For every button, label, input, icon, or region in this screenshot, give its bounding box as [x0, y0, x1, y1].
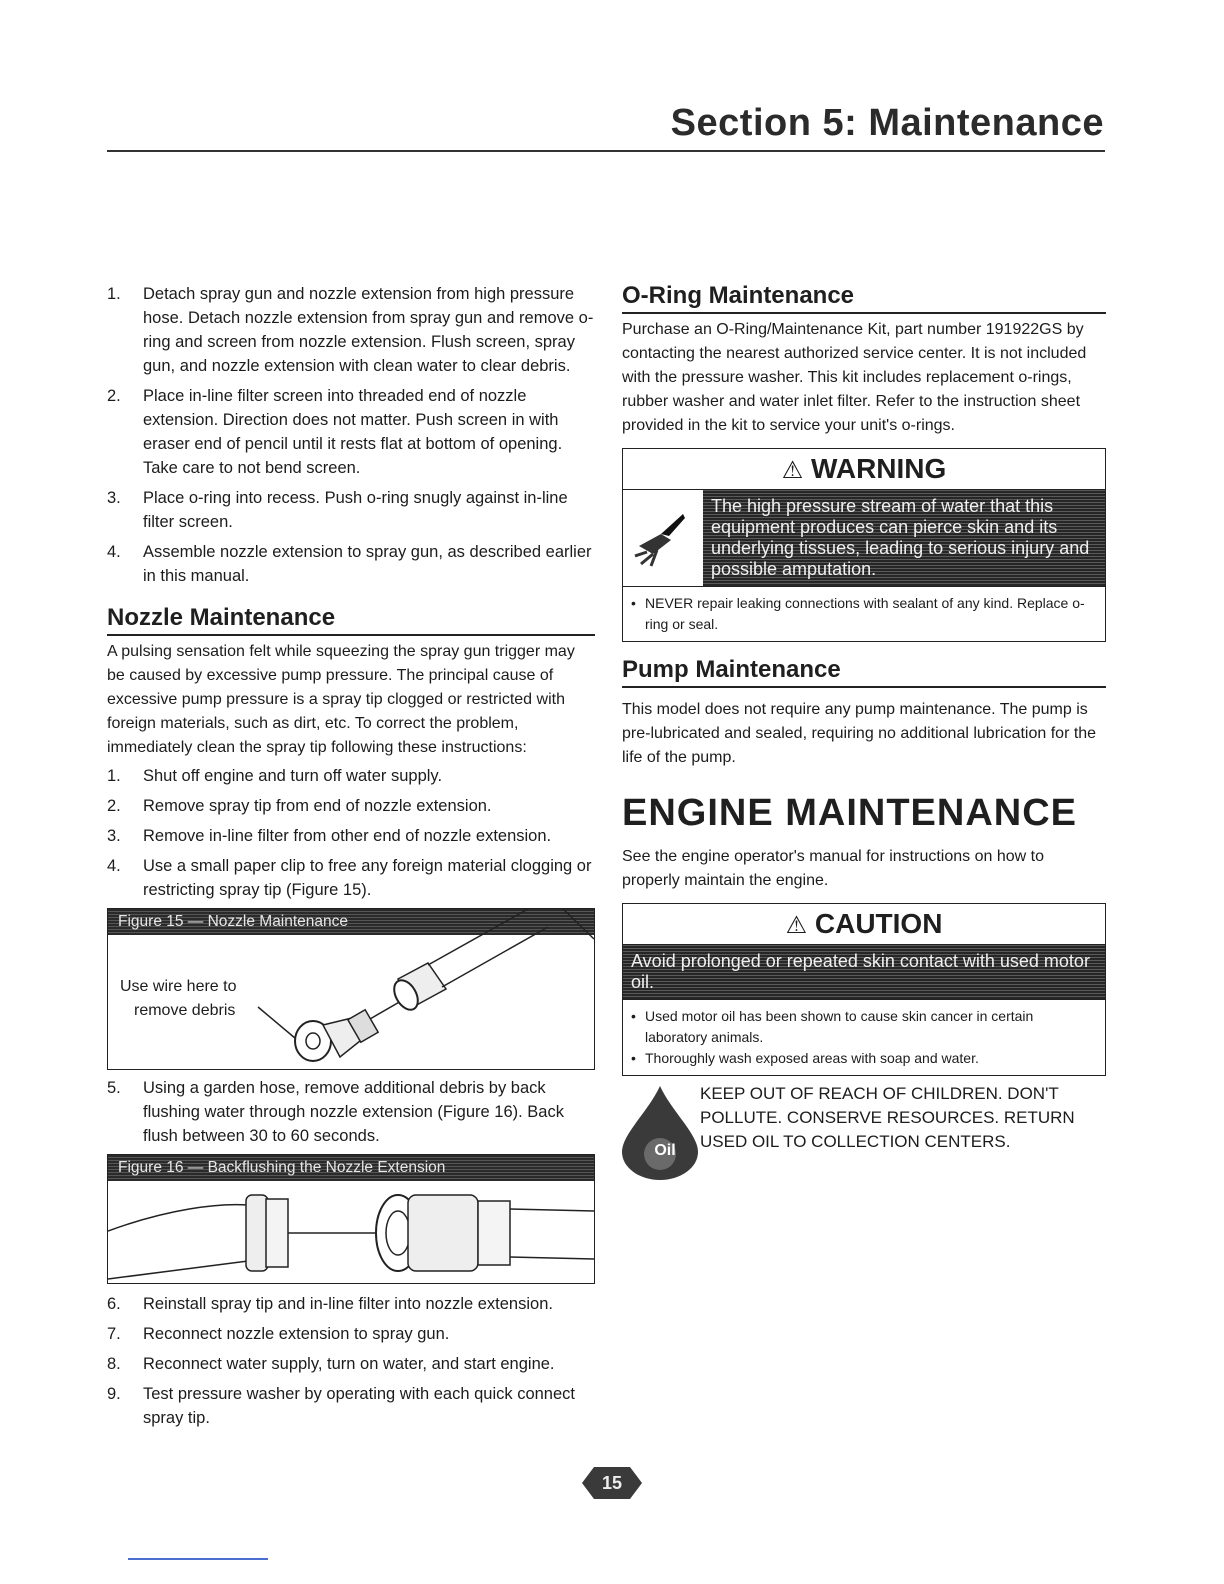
list-item: 3. Place o-ring into recess. Push o-ring snugly against in-line filter screen.	[107, 489, 568, 531]
figure-16-caption: Figure 16 — Backflushing the Nozzle Extension	[108, 1155, 594, 1181]
caution-box	[622, 903, 1106, 1076]
backflush-illustration	[108, 1179, 594, 1283]
pump-body: This model does not require any pump maintenance. The pump is pre-lubricated and sealed, requiring no additional lubrication for the life of the pump.	[622, 701, 1097, 766]
left-column	[107, 282, 595, 1436]
figure-15-label: Use wire here to remove debris	[120, 978, 237, 1019]
warning-body	[623, 489, 1105, 586]
footer-rule	[128, 1558, 268, 1560]
page-number-badge	[580, 1463, 644, 1503]
nozzle-steps-list-b	[107, 1076, 595, 1148]
caution-message: Avoid prolonged or repeated skin contact with used motor oil.	[623, 944, 1105, 999]
high-pressure-injury-icon	[623, 490, 703, 586]
list-item: • Used motor oil has been shown to cause skin cancer in certain laboratory animals.	[631, 1006, 1097, 1048]
warning-bullets	[623, 586, 1105, 641]
list-item: 5. Using a garden hose, remove additional debris by back flushing water through nozzle extension (Figure 16). Back flush between 30 to 60 seconds.	[107, 1079, 564, 1145]
nozzle-heading: Nozzle Maintenance	[107, 604, 595, 636]
nozzle-steps-list-c	[107, 1292, 595, 1430]
list-item: 9. Test pressure washer by operating with each quick connect spray tip.	[107, 1385, 575, 1427]
list-item: 1. Shut off engine and turn off water supply.	[107, 767, 443, 785]
list-item: • NEVER repair leaking connections with sealant of any kind. Replace o-ring or seal.	[631, 593, 1097, 635]
oring-steps-list	[107, 282, 595, 588]
oring-heading: O-Ring Maintenance	[622, 282, 1106, 314]
oil-recycle-icon	[618, 1082, 702, 1182]
recycle-text: KEEP OUT OF REACH OF CHILDREN. DON'T POLLUTE. CONSERVE RESOURCES. RETURN USED OIL TO COLLECTION CENTERS.	[700, 1084, 1075, 1151]
list-item: • Thoroughly wash exposed areas with soap and water.	[631, 1048, 1097, 1069]
warning-message: The high pressure stream of water that this equipment produces can pierce skin and its underlying tissues, leading to serious injury and possible amputation.	[703, 490, 1105, 586]
nozzle-illustration	[108, 909, 594, 1069]
oring-body: Purchase an O-Ring/Maintenance Kit, part number 191922GS by contacting the nearest authorized service center. It is not included with the pressure washer. This kit includes replacement o-rings, rubber washer and water inlet filter. Refer to the instruction sheet provided in the kit to service your unit's o-rings.	[622, 321, 1087, 434]
recycle-notice	[622, 1082, 1106, 1182]
caution-bullets	[623, 999, 1105, 1075]
nozzle-intro: A pulsing sensation felt while squeezing the spray gun trigger may be caused by excessive pump pressure. The principal cause of excessive pump pressure is a spray tip clogged or restricted with foreign materials, such as dirt, etc. To correct the problem, immediately clean the spray tip following these instructions:	[107, 643, 575, 756]
figure-15-caption: Figure 15 — Nozzle Maintenance	[108, 909, 594, 935]
oil-icon-label: Oil	[654, 1142, 676, 1159]
list-item: 1. Detach spray gun and nozzle extension from high pressure hose. Detach nozzle extension from spray gun and remove o-ring and screen from nozzle extension. Flush screen, spray gun, and nozzle extension with clean water to clear debris.	[107, 285, 594, 375]
title-rule	[107, 150, 1105, 152]
caution-title: ⚠ CAUTION	[785, 908, 943, 939]
pump-heading: Pump Maintenance	[622, 656, 1106, 688]
warning-title: ⚠ WARNING	[781, 453, 947, 484]
list-item: 7. Reconnect nozzle extension to spray gun.	[107, 1325, 450, 1343]
page-title: Section 5: Maintenance	[670, 102, 1104, 144]
list-item: 3. Remove in-line filter from other end of nozzle extension.	[107, 827, 552, 845]
page-number: 15	[601, 1473, 623, 1493]
warning-triangle-icon: ⚠	[785, 912, 808, 939]
warning-triangle-icon: ⚠	[781, 457, 804, 484]
list-item: 4. Assemble nozzle extension to spray gun, as described earlier in this manual.	[107, 543, 592, 585]
list-item: 4. Use a small paper clip to free any foreign material clogging or restricting spray tip (Figure 15).	[107, 857, 592, 899]
list-item: 8. Reconnect water supply, turn on water, and start engine.	[107, 1355, 555, 1373]
warning-box	[622, 448, 1106, 642]
nozzle-steps-list	[107, 764, 595, 902]
list-item: 2. Remove spray tip from end of nozzle extension.	[107, 797, 492, 815]
right-column	[622, 282, 1106, 1182]
engine-heading: ENGINE MAINTENANCE	[622, 792, 1078, 834]
list-item: 2. Place in-line filter screen into threaded end of nozzle extension. Direction does not matter. Push screen in with eraser end of pencil until it rests flat at bottom of opening. Take care to not bend screen.	[107, 387, 563, 477]
list-item: 6. Reinstall spray tip and in-line filter into nozzle extension.	[107, 1295, 553, 1313]
engine-body: See the engine operator's manual for instructions on how to properly maintain the engine.	[622, 848, 1044, 889]
figure-16	[107, 1154, 595, 1284]
figure-15	[107, 908, 595, 1070]
